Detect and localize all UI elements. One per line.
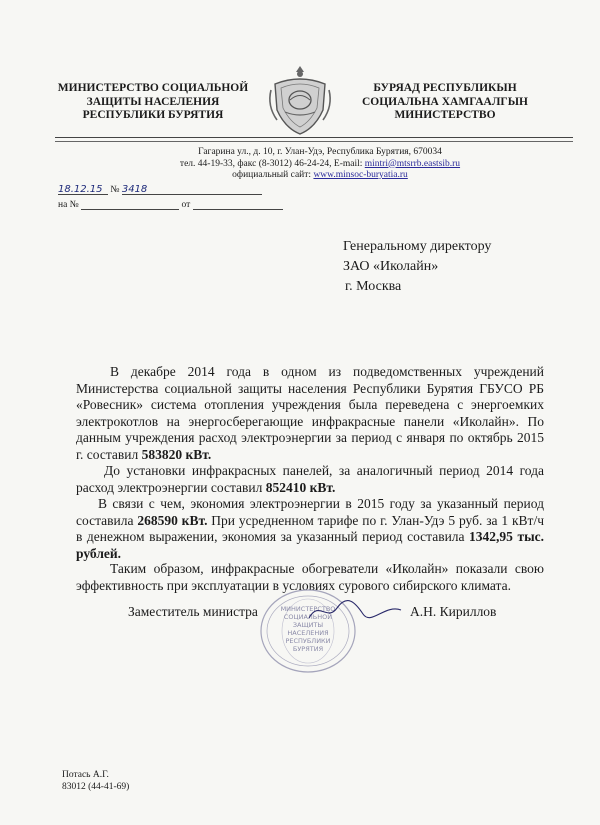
executor-phone: 83012 (44-41-69) xyxy=(62,781,130,792)
paragraph-2 xyxy=(76,463,544,496)
number-label: № xyxy=(110,185,120,195)
org-name-line: СОЦИАЛЬНА ХАМГААЛГЫН xyxy=(361,95,528,108)
recipient-city: г. Москва xyxy=(345,279,402,294)
org-name-line: ЗАЩИТЫ НАСЕЛЕНИЯ xyxy=(86,95,220,108)
consumption-2014-value: 852410 кВт. xyxy=(265,479,336,495)
handwritten-date: 18.12.15 xyxy=(58,184,103,195)
header-divider xyxy=(55,137,573,138)
executor-name: Потась А.Г. xyxy=(62,770,109,780)
email-link[interactable]: mintri@mtsrrb.eastsib.ru xyxy=(364,158,461,169)
header-divider-thin xyxy=(55,141,573,142)
consumption-2015-value: 583820 кВт. xyxy=(141,446,212,462)
org-name-buryat xyxy=(340,82,550,123)
from-label: от xyxy=(181,200,191,210)
org-name-line: МИНИСТЕРСТВО СОЦИАЛЬНОЙ xyxy=(57,82,249,94)
stamp-text-line: ЗАЩИТЫ xyxy=(292,621,324,629)
paragraph-text: При усредненном тарифе по г. Улан-Удэ 5 руб. за 1 кВт/ч в денежном выражении, экономия за указанный период составила xyxy=(76,512,544,544)
recipient-position: Генеральному директору xyxy=(343,239,492,254)
paragraph-text: До установки инфракрасных панелей, за аналогичный период 2014 года расход электроэнергии составил xyxy=(76,463,544,495)
signature-mark xyxy=(305,596,405,631)
stamp-text-line: РЕСПУБЛИКИ xyxy=(285,637,331,645)
stamp-text-line: МИНИСТЕРСТВО xyxy=(280,605,336,613)
incoming-reference xyxy=(58,199,283,210)
paragraph-3 xyxy=(76,496,544,562)
savings-kwh-value: 268590 кВт. xyxy=(137,512,208,528)
recipient-company: ЗАО «Иколайн» xyxy=(343,259,439,274)
address-line: Гагарина ул., д. 10, г. Улан-Удэ, Республика Бурятия, 670034 xyxy=(198,147,442,157)
outgoing-registration xyxy=(58,184,262,195)
recipient-block xyxy=(343,237,491,297)
paragraph-text: Таким образом, инфракрасные обогреватели «Иколайн» показали свою эффективность при эксплуатации в условиях сурового сибирского климата. xyxy=(76,561,544,593)
handwritten-number: 3418 xyxy=(121,184,148,195)
org-name-line: РЕСПУБЛИКИ БУРЯТИЯ xyxy=(82,109,224,121)
website-line xyxy=(140,170,500,182)
signer-position: Заместитель министра xyxy=(128,604,258,619)
org-name-line: МИНИСТЕРСТВО xyxy=(394,109,496,121)
contact-line xyxy=(140,159,500,171)
website-link[interactable]: www.minsoc-buryatia.ru xyxy=(313,170,408,180)
stamp-text-line: СОЦИАЛЬНОЙ xyxy=(283,613,333,621)
reply-number-label: на № xyxy=(58,200,79,210)
signer-name: А.Н. Кириллов xyxy=(410,604,497,619)
org-name-russian xyxy=(48,82,258,123)
stamp-text-line: БУРЯТИЯ xyxy=(292,645,324,653)
address-block xyxy=(140,147,500,182)
paragraph-text: В связи с чем, экономия электроэнергии в 2015 году за указанный период составила xyxy=(76,496,544,528)
coat-of-arms-icon xyxy=(265,60,335,140)
stamp-text-line: НАСЕЛЕНИЯ xyxy=(287,629,329,637)
org-name-line: БУРЯАД РЕСПУБЛИКЫН xyxy=(373,82,517,94)
executor-block xyxy=(62,770,129,793)
paragraph-text: В декабре 2014 года в одном из подведомственных учреждений Министерства социальной защиты населения Республики Бурятия ГБУСО РБ «Ровесник» система отопления учреждения была переведена с энергоемких электрокотлов на энергосберегающие инфракрасные панели «Иколайн». По данным учреждения расход электроэнергии за период с января по октябрь 2015 г. составил xyxy=(76,364,544,462)
website-label: официальный сайт: xyxy=(232,170,314,180)
contact-phones: тел. 44-19-33, факс (8-3012) 46-24-24, E-mail: xyxy=(179,158,365,169)
savings-rub-value: 1342,95 тыс. рублей. xyxy=(76,529,544,561)
paragraph-1 xyxy=(76,364,544,463)
